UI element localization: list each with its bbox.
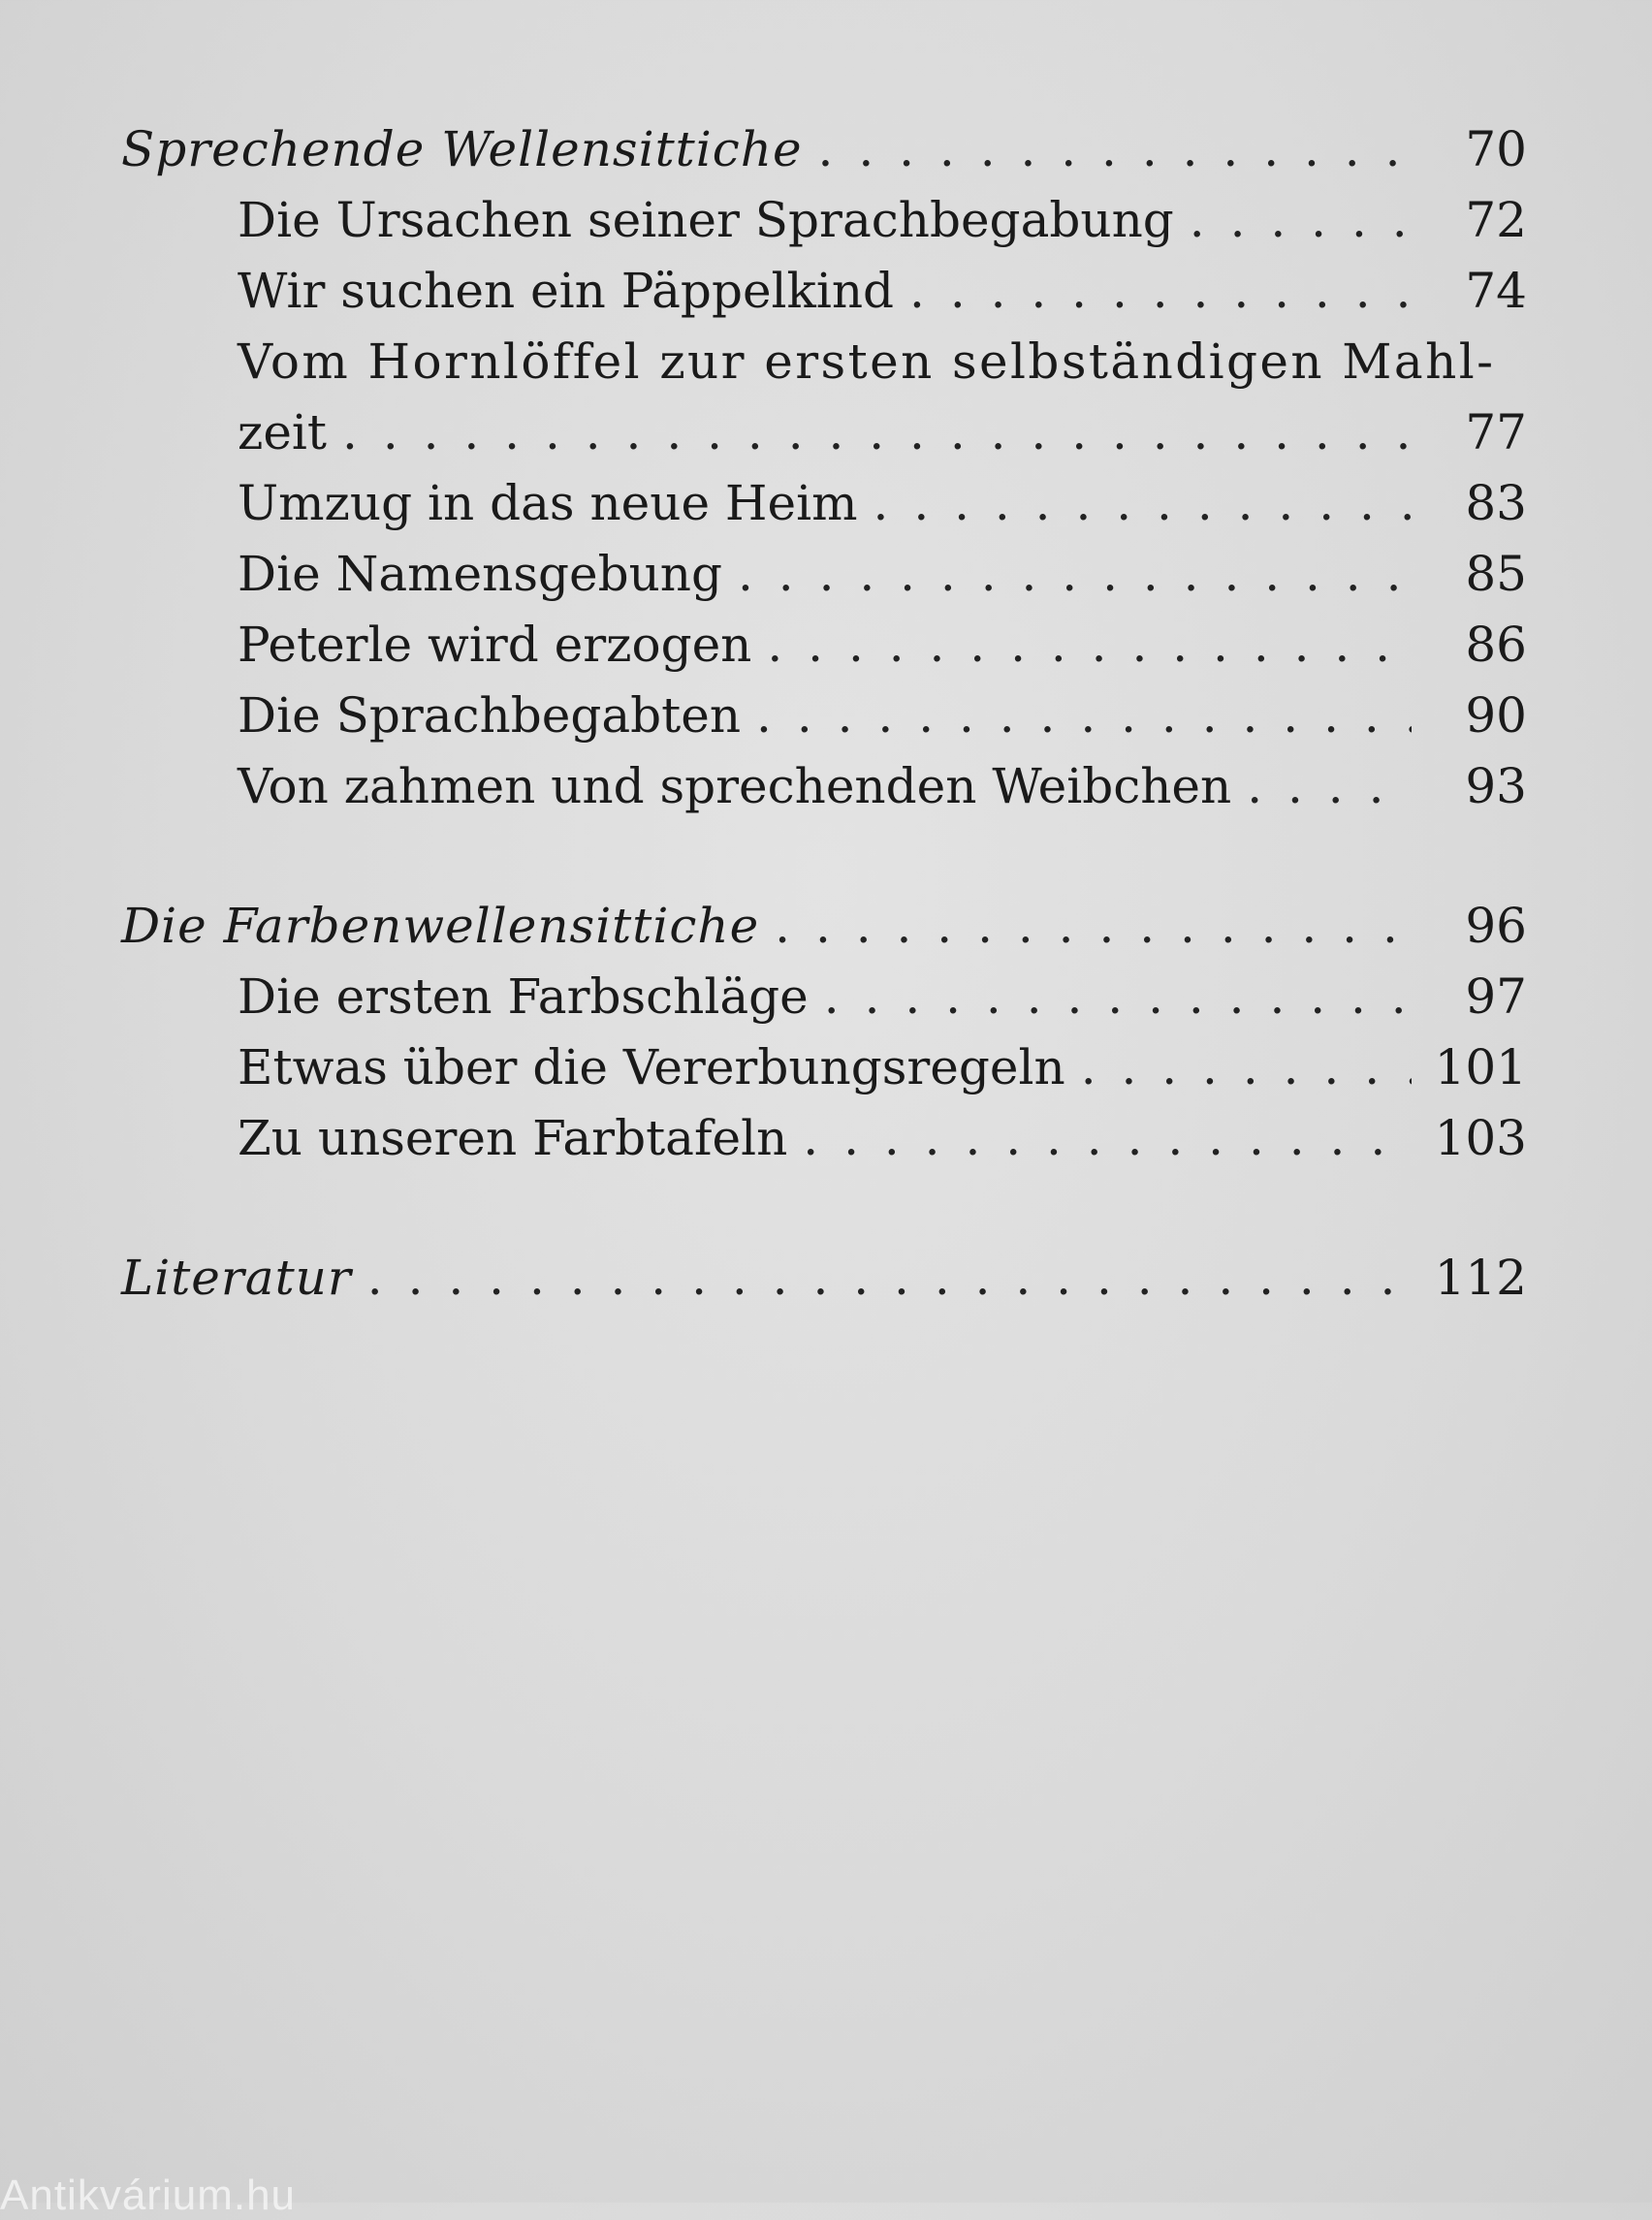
- toc-entry-title: Peterle wird erzogen: [238, 617, 752, 673]
- toc-heading-entry: [121, 114, 1527, 185]
- toc-entry: [121, 1032, 1527, 1103]
- leader-dots: [1247, 751, 1412, 822]
- table-of-contents: [121, 114, 1527, 1382]
- toc-entry: [121, 1103, 1527, 1174]
- toc-entry-title: Die Namensgebung: [238, 546, 722, 602]
- toc-entry: [121, 962, 1527, 1032]
- toc-page-number: 86: [1465, 617, 1527, 673]
- toc-entry-title: Zu unseren Farbtafeln: [238, 1110, 788, 1166]
- toc-page-number: 85: [1465, 546, 1527, 602]
- toc-section-sprechende: [121, 114, 1527, 822]
- toc-entry-title: Vom Hornlöffel zur ersten selbständigen Mahl-: [238, 333, 1496, 390]
- toc-page-number: 112: [1434, 1250, 1527, 1306]
- toc-page-number: 77: [1465, 404, 1527, 460]
- leader-dots: [767, 610, 1412, 681]
- toc-entry: [121, 681, 1527, 751]
- leader-dots: [756, 681, 1412, 751]
- toc-entry: [121, 751, 1527, 822]
- toc-entry-line1: [121, 327, 1527, 397]
- toc-section-farben: [121, 891, 1527, 1174]
- watermark-text: Antikvárium.hu: [0, 2172, 297, 2219]
- toc-entry-title: Wir suchen ein Päppelkind: [238, 263, 895, 319]
- leader-dots: [909, 256, 1412, 327]
- toc-page-number: 97: [1465, 968, 1527, 1025]
- toc-section-literatur: [121, 1243, 1527, 1314]
- toc-entry-title: Von zahmen und sprechenden Weibchen: [238, 758, 1232, 814]
- toc-entry: [121, 256, 1527, 327]
- toc-entry: [121, 185, 1527, 256]
- toc-entry: [121, 610, 1527, 681]
- toc-entry-title: Etwas über die Vererbungsregeln: [238, 1039, 1065, 1095]
- toc-heading-entry: [121, 891, 1527, 962]
- toc-page-number: 93: [1465, 758, 1527, 814]
- toc-page-number: 83: [1465, 475, 1527, 531]
- leader-dots: [342, 397, 1412, 468]
- toc-entry-line2: [121, 397, 1527, 468]
- leader-dots: [818, 114, 1412, 185]
- toc-heading-entry: [121, 1243, 1527, 1314]
- toc-page-number: 70: [1465, 121, 1527, 177]
- leader-dots: [874, 468, 1412, 539]
- leader-dots: [1190, 185, 1412, 256]
- toc-entry-title-cont: zeit: [238, 404, 328, 460]
- leader-dots: [775, 891, 1412, 962]
- leader-dots: [367, 1243, 1412, 1314]
- leader-dots: [824, 962, 1412, 1032]
- toc-page-number: 101: [1434, 1039, 1527, 1095]
- toc-page-number: 103: [1434, 1110, 1527, 1166]
- toc-page-number: 90: [1465, 687, 1527, 744]
- leader-dots: [803, 1103, 1412, 1174]
- toc-heading-title: Sprechende Wellensittiche: [121, 121, 803, 177]
- toc-entry-title: Umzug in das neue Heim: [238, 475, 858, 531]
- toc-page-number: 72: [1465, 192, 1527, 248]
- toc-heading-title: Literatur: [121, 1250, 352, 1306]
- toc-entry-title: Die ersten Farbschläge: [238, 968, 809, 1025]
- toc-entry-title: Die Sprachbegabten: [238, 687, 742, 744]
- toc-heading-title: Die Farbenwellensittiche: [121, 898, 760, 954]
- toc-entry: [121, 539, 1527, 610]
- leader-dots: [1081, 1032, 1412, 1103]
- leader-dots: [738, 539, 1412, 610]
- toc-entry: [121, 468, 1527, 539]
- toc-entry-title: Die Ursachen seiner Sprachbegabung: [238, 192, 1174, 248]
- toc-page-number: 96: [1465, 898, 1527, 954]
- toc-page-number: 74: [1465, 263, 1527, 319]
